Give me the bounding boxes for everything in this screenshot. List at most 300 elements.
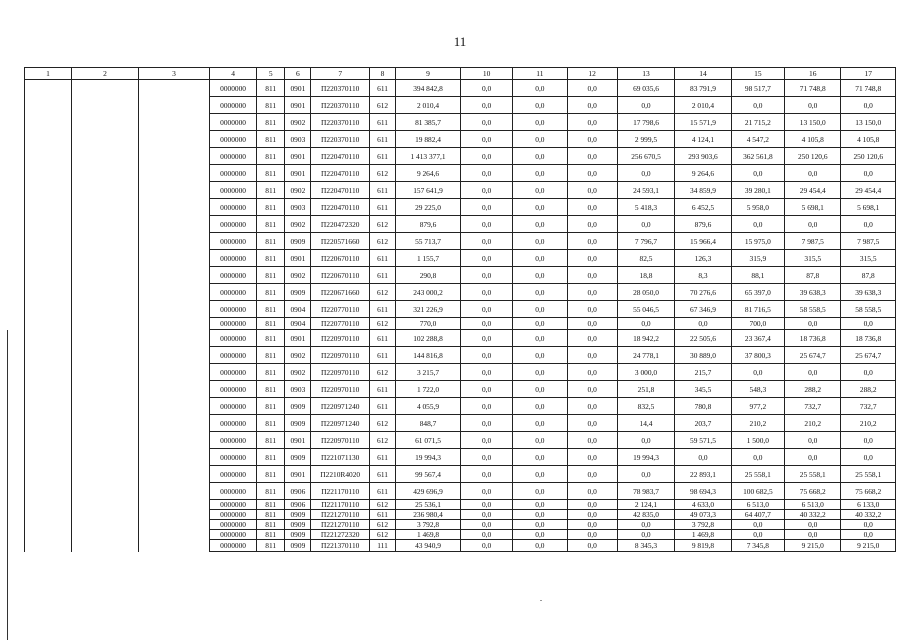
table-row [25, 165, 896, 182]
empty-cell [72, 398, 139, 415]
table-cell: 0,0 [460, 432, 512, 449]
table-cell: 0,0 [460, 483, 512, 500]
table-row [25, 97, 896, 114]
table-cell: 78 983,7 [617, 483, 675, 500]
table-cell: 1 469,8 [396, 530, 461, 540]
table-cell: 18 736,8 [841, 330, 896, 347]
table-cell: 0,0 [460, 520, 512, 530]
table-cell: 71 748,8 [841, 80, 896, 97]
table-cell: 3 000,0 [617, 364, 675, 381]
table-cell: 811 [257, 449, 285, 466]
table-cell: 0,0 [513, 114, 567, 131]
table-cell: 7 796,7 [617, 233, 675, 250]
table-cell: 0,0 [513, 432, 567, 449]
table-cell: 0000000 [210, 449, 257, 466]
table-cell: 611 [369, 466, 395, 483]
table-cell: 0,0 [841, 432, 896, 449]
table-cell: 1 722,0 [396, 381, 461, 398]
table-cell: 611 [369, 267, 395, 284]
table-cell: 848,7 [396, 415, 461, 432]
empty-cell [72, 284, 139, 301]
table-cell: 0,0 [460, 148, 512, 165]
table-cell: 250 120,6 [785, 148, 841, 165]
table-cell: 0902 [285, 347, 311, 364]
table-cell: 3 792,8 [396, 520, 461, 530]
table-cell: 0906 [285, 500, 311, 510]
table-cell: 0901 [285, 330, 311, 347]
table-cell: 0902 [285, 216, 311, 233]
table-cell: 0,0 [567, 182, 617, 199]
table-cell: 0,0 [617, 216, 675, 233]
empty-cell [72, 415, 139, 432]
table-cell: 82,5 [617, 250, 675, 267]
table-cell: 0000000 [210, 381, 257, 398]
table-cell: 0,0 [513, 520, 567, 530]
table-cell: 0,0 [513, 199, 567, 216]
table-cell: 612 [369, 364, 395, 381]
table-cell: 0902 [285, 114, 311, 131]
table-cell: 0,0 [785, 530, 841, 540]
table-cell: 0,0 [617, 520, 675, 530]
empty-cell [25, 114, 72, 131]
table-cell: П220370110 [311, 131, 370, 148]
table-cell: 0,0 [460, 114, 512, 131]
empty-cell [138, 415, 209, 432]
table-cell: 0902 [285, 267, 311, 284]
empty-cell [25, 216, 72, 233]
table-cell: П221270110 [311, 520, 370, 530]
table-cell: 6 513,0 [731, 500, 784, 510]
table-cell: 0,0 [567, 530, 617, 540]
empty-cell [25, 267, 72, 284]
table-cell: П220671660 [311, 284, 370, 301]
table-row [25, 216, 896, 233]
table-cell: 1 155,7 [396, 250, 461, 267]
table-cell: 87,8 [785, 267, 841, 284]
table-cell: 88,1 [731, 267, 784, 284]
table-cell: 0,0 [460, 510, 512, 520]
table-cell: 0,0 [567, 520, 617, 530]
table-cell: 0903 [285, 131, 311, 148]
table-cell: 0,0 [513, 483, 567, 500]
table-cell: П220472320 [311, 216, 370, 233]
table-cell: 0,0 [567, 483, 617, 500]
table-cell: 0,0 [460, 415, 512, 432]
table-cell: 811 [257, 330, 285, 347]
table-cell: 0909 [285, 540, 311, 552]
table-cell: 29 225,0 [396, 199, 461, 216]
table-cell: 5 698,1 [841, 199, 896, 216]
table-cell: 13 150,0 [785, 114, 841, 131]
table-cell: 832,5 [617, 398, 675, 415]
table-cell: 0,0 [460, 540, 512, 552]
table-cell: 611 [369, 483, 395, 500]
table-cell: 811 [257, 233, 285, 250]
scan-mark [540, 600, 542, 601]
table-cell: 0000000 [210, 182, 257, 199]
table-cell: 0903 [285, 381, 311, 398]
table-cell: 15 571,9 [675, 114, 731, 131]
column-header: 5 [257, 68, 285, 80]
table-cell: 0909 [285, 510, 311, 520]
table-cell: 612 [369, 432, 395, 449]
empty-cell [138, 267, 209, 284]
table-cell: 1 413 377,1 [396, 148, 461, 165]
table-cell: П221170110 [311, 500, 370, 510]
table-cell: 611 [369, 347, 395, 364]
table-cell: 0,0 [460, 330, 512, 347]
table-cell: 0904 [285, 318, 311, 330]
table-cell: 15 966,4 [675, 233, 731, 250]
table-cell: 0000000 [210, 301, 257, 318]
table-cell: 0,0 [567, 318, 617, 330]
table-cell: 321 226,9 [396, 301, 461, 318]
empty-cell [72, 80, 139, 97]
table-cell: 811 [257, 165, 285, 182]
table-cell: П220770110 [311, 318, 370, 330]
table-cell: 879,6 [675, 216, 731, 233]
table-cell: П221270110 [311, 510, 370, 520]
table-cell: 55 713,7 [396, 233, 461, 250]
table-cell: 0909 [285, 233, 311, 250]
empty-cell [138, 449, 209, 466]
empty-cell [25, 510, 72, 520]
empty-cell [25, 250, 72, 267]
table-cell: 0,0 [460, 301, 512, 318]
table-cell: 256 670,5 [617, 148, 675, 165]
table-cell: 22 893,1 [675, 466, 731, 483]
table-cell: 0000000 [210, 347, 257, 364]
table-cell: 49 073,3 [675, 510, 731, 520]
table-cell: 0,0 [513, 267, 567, 284]
table-cell: 2 010,4 [675, 97, 731, 114]
table-cell: 0000000 [210, 165, 257, 182]
table-cell: 0909 [285, 449, 311, 466]
table-cell: 0901 [285, 148, 311, 165]
table-cell: 811 [257, 530, 285, 540]
table-cell: 0000000 [210, 500, 257, 510]
table-cell: 290,8 [396, 267, 461, 284]
table-cell: 0,0 [841, 520, 896, 530]
empty-cell [25, 364, 72, 381]
table-cell: 0,0 [567, 284, 617, 301]
table-cell: 0,0 [785, 165, 841, 182]
table-cell: 612 [369, 530, 395, 540]
table-row [25, 381, 896, 398]
table-cell: 157 641,9 [396, 182, 461, 199]
table-cell: 0,0 [460, 500, 512, 510]
table-cell: 0,0 [785, 520, 841, 530]
table-row [25, 432, 896, 449]
table-cell: 811 [257, 415, 285, 432]
table-cell: 611 [369, 131, 395, 148]
table-cell: 611 [369, 510, 395, 520]
empty-cell [25, 449, 72, 466]
table-cell: 612 [369, 97, 395, 114]
table-row [25, 510, 896, 520]
table-cell: 4 124,1 [675, 131, 731, 148]
table-cell: 4 055,9 [396, 398, 461, 415]
table-cell: П221272320 [311, 530, 370, 540]
table-cell: 0000000 [210, 80, 257, 97]
table-cell: 0,0 [513, 131, 567, 148]
table-cell: 25 674,7 [841, 347, 896, 364]
empty-cell [138, 148, 209, 165]
table-cell: 0901 [285, 466, 311, 483]
empty-cell [72, 530, 139, 540]
table-cell: 2 999,5 [617, 131, 675, 148]
table-cell: 25 674,7 [785, 347, 841, 364]
empty-cell [138, 381, 209, 398]
table-cell: 345,5 [675, 381, 731, 398]
table-cell: 0000000 [210, 466, 257, 483]
table-cell: 0,0 [567, 250, 617, 267]
table-cell: 811 [257, 510, 285, 520]
table-cell: 0,0 [513, 449, 567, 466]
table-cell: 0,0 [513, 250, 567, 267]
empty-cell [72, 500, 139, 510]
table-cell: 0,0 [513, 301, 567, 318]
table-cell: 0,0 [785, 318, 841, 330]
table-cell: 0,0 [841, 216, 896, 233]
table-cell: 243 000,2 [396, 284, 461, 301]
table-cell: 144 816,8 [396, 347, 461, 364]
table-cell: 0,0 [513, 415, 567, 432]
table-cell: 0,0 [460, 318, 512, 330]
table-cell: 0,0 [460, 216, 512, 233]
table-cell: 0,0 [567, 347, 617, 364]
table-cell: 14,4 [617, 415, 675, 432]
table-cell: 8 345,3 [617, 540, 675, 552]
table-cell: 811 [257, 500, 285, 510]
table-cell: 203,7 [675, 415, 731, 432]
empty-cell [138, 250, 209, 267]
table-cell: 0000000 [210, 415, 257, 432]
table-cell: 612 [369, 284, 395, 301]
table-cell: 0,0 [675, 318, 731, 330]
empty-cell [138, 301, 209, 318]
table-cell: 21 715,2 [731, 114, 784, 131]
table-cell: 0,0 [617, 318, 675, 330]
table-cell: 0,0 [841, 364, 896, 381]
table-cell: 0,0 [731, 520, 784, 530]
table-cell: 71 748,8 [785, 80, 841, 97]
table-cell: 0,0 [617, 97, 675, 114]
table-cell: 0,0 [567, 199, 617, 216]
table-cell: 0902 [285, 182, 311, 199]
table-cell: 0000000 [210, 483, 257, 500]
table-cell: 34 859,9 [675, 182, 731, 199]
table-cell: 0,0 [513, 510, 567, 520]
table-cell: 3 792,8 [675, 520, 731, 530]
table-cell: 0,0 [513, 80, 567, 97]
table-cell: 0000000 [210, 510, 257, 520]
table-cell: 811 [257, 148, 285, 165]
empty-cell [25, 233, 72, 250]
table-row [25, 267, 896, 284]
empty-cell [138, 131, 209, 148]
table-cell: 6 133,0 [841, 500, 896, 510]
table-cell: 0,0 [513, 500, 567, 510]
table-cell: 811 [257, 267, 285, 284]
table-cell: 811 [257, 284, 285, 301]
table-cell: 0,0 [513, 398, 567, 415]
table-cell: 0,0 [460, 131, 512, 148]
table-cell: 58 558,5 [841, 301, 896, 318]
table-cell: 0000000 [210, 364, 257, 381]
table-cell: 0000000 [210, 398, 257, 415]
table-cell: 288,2 [841, 381, 896, 398]
table-cell: 811 [257, 432, 285, 449]
table-cell: 0909 [285, 520, 311, 530]
empty-cell [25, 530, 72, 540]
table-cell: 0,0 [731, 530, 784, 540]
table-cell: 236 980,4 [396, 510, 461, 520]
empty-cell [25, 199, 72, 216]
table-cell: 83 791,9 [675, 80, 731, 97]
empty-cell [138, 347, 209, 364]
table-cell: 210,2 [785, 415, 841, 432]
table-cell: 0000000 [210, 250, 257, 267]
table-cell: 100 682,5 [731, 483, 784, 500]
budget-table [24, 67, 896, 552]
table-cell: 0,0 [841, 165, 896, 182]
table-cell: 0901 [285, 97, 311, 114]
empty-cell [138, 530, 209, 540]
column-header: 15 [731, 68, 784, 80]
table-cell: 0,0 [567, 364, 617, 381]
table-cell: 5 958,0 [731, 199, 784, 216]
table-cell: 811 [257, 97, 285, 114]
empty-cell [138, 483, 209, 500]
table-row [25, 284, 896, 301]
empty-cell [138, 520, 209, 530]
table-cell: 5 698,1 [785, 199, 841, 216]
empty-cell [25, 415, 72, 432]
table-cell: 18 942,2 [617, 330, 675, 347]
table-cell: 811 [257, 182, 285, 199]
table-cell: 612 [369, 520, 395, 530]
table-cell: 612 [369, 216, 395, 233]
empty-cell [138, 233, 209, 250]
table-cell: 6 513,0 [785, 500, 841, 510]
table-body [25, 80, 896, 552]
table-cell: 18 736,8 [785, 330, 841, 347]
table-cell: 0,0 [460, 284, 512, 301]
empty-cell [25, 520, 72, 530]
table-cell: 0,0 [731, 449, 784, 466]
table-cell: 0,0 [513, 182, 567, 199]
table-cell: 811 [257, 80, 285, 97]
table-cell: П220470110 [311, 148, 370, 165]
table-cell: П220970110 [311, 432, 370, 449]
column-header: 10 [460, 68, 512, 80]
table-cell: 0,0 [460, 97, 512, 114]
table-cell: 22 505,6 [675, 330, 731, 347]
column-header: 9 [396, 68, 461, 80]
column-header: 7 [311, 68, 370, 80]
table-cell: 0,0 [513, 233, 567, 250]
table-cell: 251,8 [617, 381, 675, 398]
table-cell: 67 346,9 [675, 301, 731, 318]
table-cell: 611 [369, 301, 395, 318]
table-cell: 548,3 [731, 381, 784, 398]
table-cell: 0000000 [210, 318, 257, 330]
table-cell: 43 940,9 [396, 540, 461, 552]
table-cell: 1 469,8 [675, 530, 731, 540]
table-cell: 0,0 [785, 449, 841, 466]
table-cell: 75 668,2 [841, 483, 896, 500]
table-cell: П220470110 [311, 182, 370, 199]
empty-cell [25, 97, 72, 114]
table-cell: 394 842,8 [396, 80, 461, 97]
empty-cell [25, 466, 72, 483]
empty-cell [72, 165, 139, 182]
table-cell: 0,0 [513, 540, 567, 552]
table-cell: П220970110 [311, 347, 370, 364]
table-cell: 0000000 [210, 267, 257, 284]
table-cell: 29 454,4 [841, 182, 896, 199]
column-header: 13 [617, 68, 675, 80]
table-cell: 0,0 [617, 530, 675, 540]
table-cell: 7 987,5 [785, 233, 841, 250]
table-cell: 612 [369, 415, 395, 432]
column-header: 14 [675, 68, 731, 80]
table-cell: 9 264,6 [396, 165, 461, 182]
column-header: 3 [138, 68, 209, 80]
table-cell: 811 [257, 301, 285, 318]
table-header-row [25, 68, 896, 80]
empty-cell [72, 330, 139, 347]
table-cell: 0,0 [460, 347, 512, 364]
table-cell: 0,0 [460, 381, 512, 398]
table-cell: 29 454,4 [785, 182, 841, 199]
table-row [25, 500, 896, 510]
table-cell: 611 [369, 80, 395, 97]
table-cell: 4 105,8 [841, 131, 896, 148]
empty-cell [72, 148, 139, 165]
column-header: 6 [285, 68, 311, 80]
empty-cell [138, 398, 209, 415]
empty-cell [72, 347, 139, 364]
table-cell: 0,0 [675, 449, 731, 466]
table-cell: П220970110 [311, 364, 370, 381]
table-cell: 0000000 [210, 148, 257, 165]
empty-cell [25, 347, 72, 364]
table-cell: 611 [369, 449, 395, 466]
table-cell: 811 [257, 114, 285, 131]
empty-cell [138, 500, 209, 510]
table-cell: 315,9 [731, 250, 784, 267]
empty-cell [25, 182, 72, 199]
table-cell: 0,0 [731, 216, 784, 233]
empty-cell [138, 318, 209, 330]
table-cell: 0,0 [567, 216, 617, 233]
table-row [25, 199, 896, 216]
column-header: 2 [72, 68, 139, 80]
table-cell: 3 215,7 [396, 364, 461, 381]
empty-cell [72, 364, 139, 381]
table-cell: 81 716,5 [731, 301, 784, 318]
table-cell: 30 889,0 [675, 347, 731, 364]
empty-cell [72, 233, 139, 250]
table-cell: 210,2 [731, 415, 784, 432]
table-cell: 39 638,3 [841, 284, 896, 301]
table-cell: 37 800,3 [731, 347, 784, 364]
empty-cell [72, 114, 139, 131]
table-cell: 25 558,1 [731, 466, 784, 483]
table-cell: 25 558,1 [841, 466, 896, 483]
